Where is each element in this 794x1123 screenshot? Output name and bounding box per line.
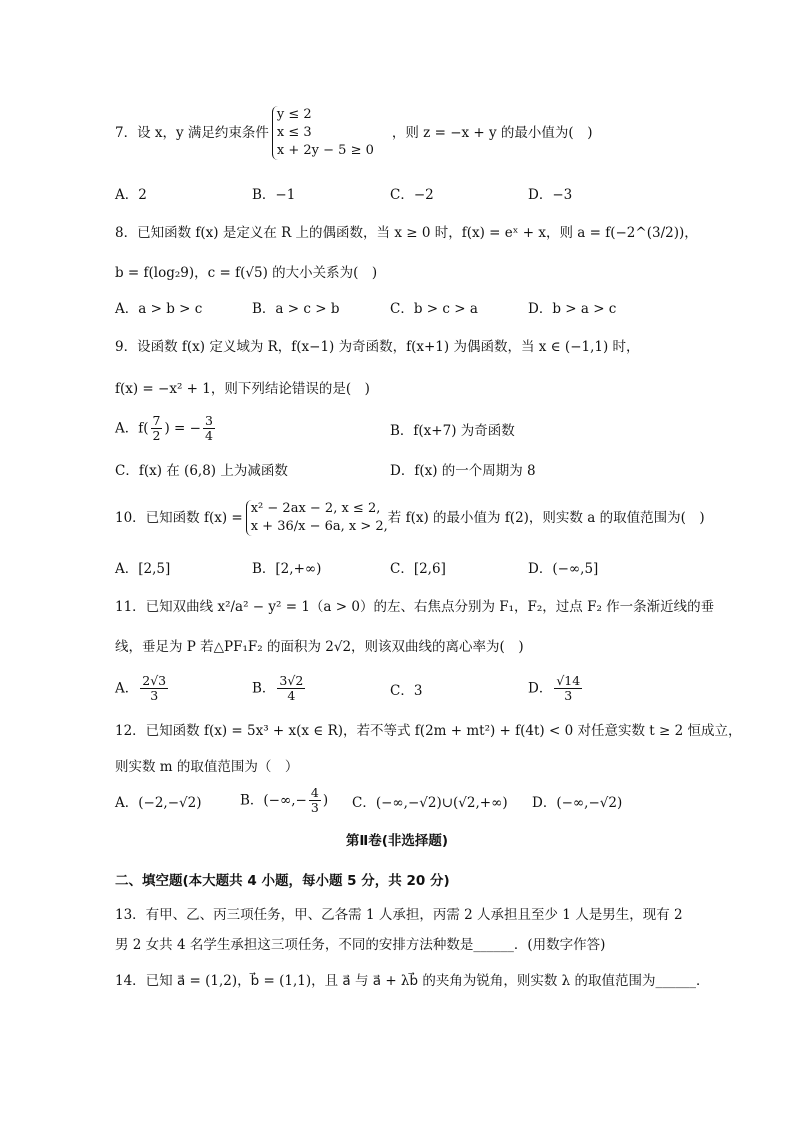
- q9-line-2: f(x) = −x² + 1，则下列结论错误的是( ): [115, 381, 370, 397]
- q10-suffix: 若 f(x) 的最小值为 f(2)，则实数 a 的取值范围为( ): [387, 510, 705, 526]
- q12-option-c: C．(−∞,−√2)∪(√2,+∞): [352, 795, 508, 811]
- q10-option-c: C．[2,6]: [390, 561, 446, 577]
- q7-option-a: A．2: [115, 187, 147, 203]
- q10-piecewise: [246, 500, 388, 536]
- q7-prefix: 7．设 x，y 满足约束条件: [115, 125, 269, 141]
- q11-option-b: B． $\frac{3√2}{4}$: [252, 673, 304, 703]
- q10-option-d: D．(−∞,5]: [528, 561, 599, 577]
- q9-option-d: D．f(x) 的一个周期为 8: [390, 463, 536, 479]
- q9-option-b: B．f(x+7) 为奇函数: [390, 423, 515, 439]
- q12-line-2: 则实数 m 的取值范围为（ ）: [115, 759, 299, 775]
- q11-line-1: 11．已知双曲线 x²/a² − y² = 1（a > 0）的左、右焦点分别为 F₁，F₂，过点 F₂ 作一条渐近线的垂: [115, 599, 715, 615]
- q12-option-d: D．(−∞,−√2): [532, 795, 623, 811]
- q10-prefix: 10．已知函数 f(x) =: [115, 510, 243, 526]
- q8-option-d: D．b > a > c: [528, 301, 617, 317]
- q12-option-a: A．(−2,−√2): [115, 795, 202, 811]
- q7-suffix: ，则 z = −x + y 的最小值为( ): [391, 125, 593, 141]
- q9-option-c: C．f(x) 在 (6,8) 上为减函数: [115, 463, 288, 479]
- q12-line-1: 12．已知函数 f(x) = 5x³ + x(x ∈ R)，若不等式 f(2m + mt²) + f(4t) < 0 对任意实数 t ≥ 2 恒成立，: [115, 723, 742, 739]
- q13-line-2: 男 2 女共 4 名学生承担这三项任务，不同的安排方法种数是______．(用数字作答): [115, 937, 606, 953]
- q8-option-c: C．b > c > a: [390, 301, 478, 317]
- q8-option-a: A．a > b > c: [115, 301, 203, 317]
- q7-option-c: C．−2: [390, 187, 434, 203]
- question-7: [115, 106, 592, 160]
- part-2-title: 第Ⅱ卷(非选择题): [345, 833, 449, 849]
- q7-option-b: B．−1: [252, 187, 296, 203]
- q10-option-b: B．[2,+∞): [252, 561, 322, 577]
- q9-a-fraction: $\frac{7}{2}$: [152, 413, 161, 443]
- q11-option-d: D． $\frac{√14}{3}$: [528, 673, 581, 703]
- q7-constraint-2: x ≤ 3: [276, 125, 312, 140]
- q9-option-a: A．f( $\frac{7}{2}$ ) = − $\frac{3}{4}$: [115, 413, 213, 443]
- q11-option-c: C．3: [390, 683, 423, 699]
- q11-line-2: 线，垂足为 P 若△PF₁F₂ 的面积为 2√2，则该双曲线的离心率为( ): [115, 639, 524, 655]
- q14-line-1: 14．已知 a⃗ = (1,2)，b⃗ = (1,1)，且 a⃗ 与 a⃗ + λb⃗ 的夹角为锐角，则实数 λ 的取值范围为______．: [115, 973, 710, 989]
- q7-option-d: D．−3: [528, 187, 573, 203]
- q8-line-2: b = f(log₂9)，c = f(√5) 的大小关系为( ): [115, 265, 378, 281]
- q11-option-a: A． $\frac{2√3}{3}$: [115, 673, 167, 703]
- q8-line-1: 8．已知函数 f(x) 是定义在 R 上的偶函数，当 x ≥ 0 时，f(x) = eˣ + x，则 a = f(−2^(3/2))，: [115, 225, 698, 241]
- q7-constraint-system: [272, 106, 374, 160]
- q10-option-a: A．[2,5]: [115, 561, 171, 577]
- q9-a-fraction-2: $\frac{3}{4}$: [204, 413, 213, 443]
- q8-option-b: B．a > c > b: [252, 301, 340, 317]
- question-10: [115, 500, 705, 536]
- q12-option-b: B．(−∞,− $\frac{4}{3}$ ): [240, 785, 329, 815]
- q9-a-prefix: A．f: [115, 420, 144, 437]
- q7-constraint-1: y ≤ 2: [276, 107, 312, 122]
- q9-line-1: 9．设函数 f(x) 定义域为 R，f(x−1) 为奇函数，f(x+1) 为偶函数，当 x ∈ (−1,1) 时，: [115, 339, 640, 355]
- section-2-heading: 二、填空题(本大题共 4 小题，每小题 5 分，共 20 分): [115, 873, 450, 889]
- q10-piece-1: x² − 2ax − 2, x ≤ 2,: [250, 501, 381, 516]
- q7-constraint-3: x + 2y − 5 ≥ 0: [276, 143, 374, 158]
- q10-piece-2: x + 36/x − 6a, x > 2,: [250, 519, 388, 534]
- q13-line-1: 13．有甲、乙、丙三项任务，甲、乙各需 1 人承担，丙需 2 人承担且至少 1 人是男生，现有 2: [115, 907, 683, 923]
